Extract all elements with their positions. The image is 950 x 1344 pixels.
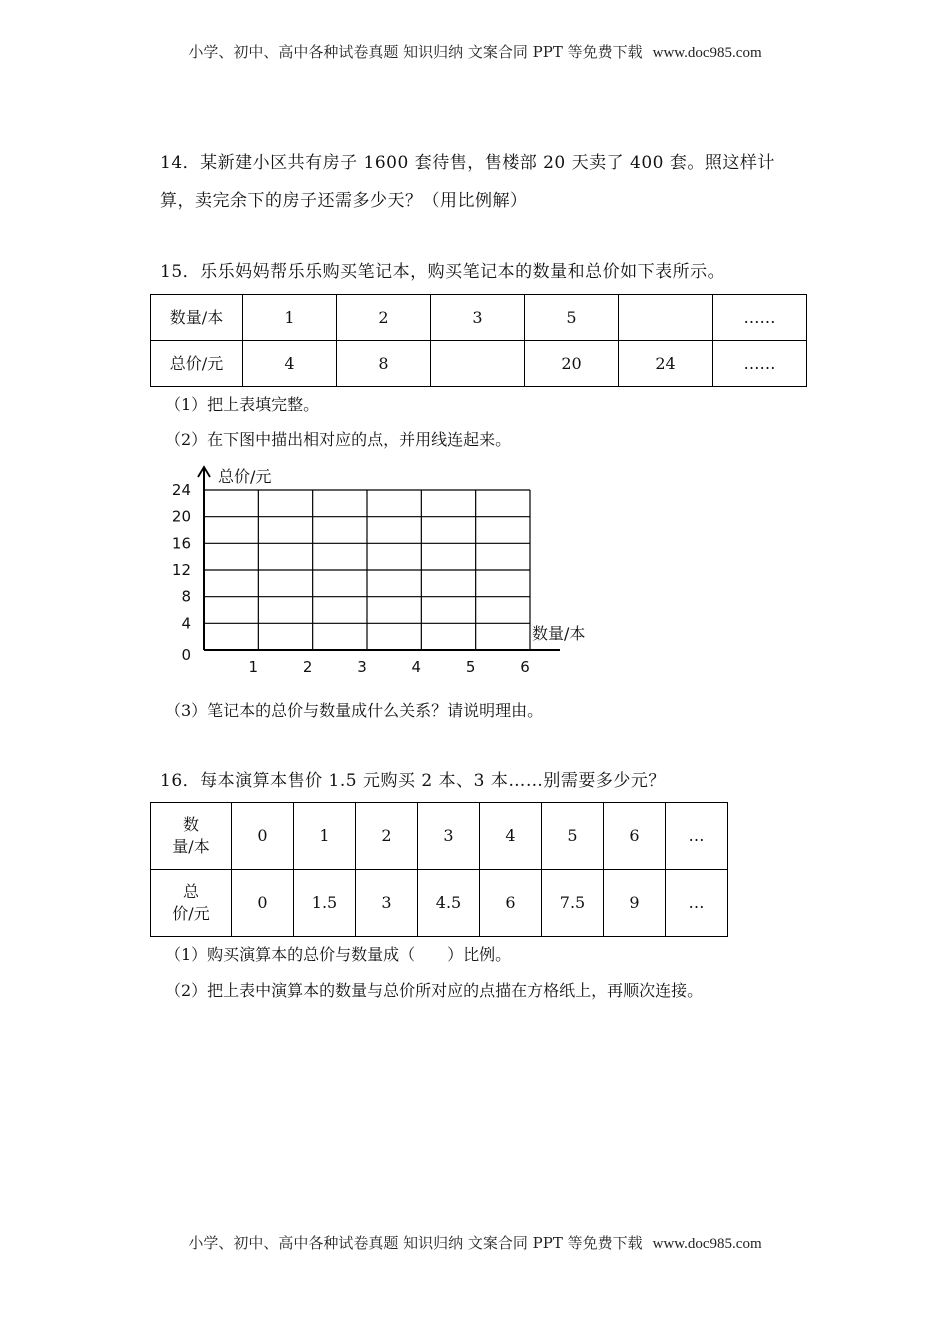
y-tick-label: 24 <box>171 481 191 499</box>
table-cell <box>619 295 713 341</box>
table-cell: 24 <box>619 341 713 387</box>
y-axis-label: 总价/元 <box>218 467 272 486</box>
y-tick-label: 0 <box>181 646 191 664</box>
x-tick-label: 4 <box>411 658 422 676</box>
row-header-line: 总 <box>182 882 199 901</box>
footer-text: 小学、初中、高中各种试卷真题 知识归纳 文案合同 PPT 等免费下载 <box>188 1234 643 1252</box>
table-cell: 5 <box>542 803 604 870</box>
table-cell: 1.5 <box>294 870 356 937</box>
table-cell: 0 <box>232 870 294 937</box>
question-16-title: 16．每本演算本售价 1.5 元购买 2 本、3 本……别需要多少元？ <box>160 771 666 791</box>
y-axis-arrow-icon <box>198 467 210 477</box>
x-tick-label: 3 <box>357 658 367 676</box>
table-row <box>151 341 807 387</box>
q16-sub1: （1）购买演算本的总价与数量成（ ）比例。 <box>165 945 512 964</box>
y-tick-label: 20 <box>171 507 191 526</box>
table-cell: 3 <box>431 295 525 341</box>
table-cell: 6 <box>480 870 542 937</box>
row-header-total: 总价/元 <box>151 341 243 387</box>
table-cell: … <box>666 870 728 937</box>
header-url[interactable]: www.doc985.com <box>652 45 762 61</box>
table-cell: 3 <box>356 870 418 937</box>
table-cell: 6 <box>604 803 666 870</box>
question-15-title: 15．乐乐妈妈帮乐乐购买笔记本，购买笔记本的数量和总价如下表所示。 <box>160 262 726 282</box>
row-header-quantity: 数量/本 <box>151 295 243 341</box>
table-cell: 4.5 <box>418 870 480 937</box>
q15-sub1: （1）把上表填完整。 <box>165 395 320 414</box>
table-cell: 20 <box>525 341 619 387</box>
q15-sub3: （3）笔记本的总价与数量成什么关系？请说明理由。 <box>165 701 544 720</box>
page-footer <box>0 1232 950 1253</box>
table-cell: 4 <box>243 341 337 387</box>
table-cell: 7.5 <box>542 870 604 937</box>
y-tick-label: 16 <box>171 534 191 553</box>
table-cell: 3 <box>418 803 480 870</box>
table-cell: 1 <box>294 803 356 870</box>
question-14 <box>160 144 800 220</box>
row-header-total <box>151 870 232 937</box>
q16-table <box>150 802 728 937</box>
table-cell: …… <box>713 295 807 341</box>
x-tick-label: 6 <box>520 658 530 676</box>
header-text: 小学、初中、高中各种试卷真题 知识归纳 文案合同 PPT 等免费下载 <box>188 43 643 61</box>
table-cell: 4 <box>480 803 542 870</box>
table-cell: 0 <box>232 803 294 870</box>
table-cell <box>431 341 525 387</box>
q16-sub2: （2）把上表中演算本的数量与总价所对应的点描在方格纸上，再顺次连接。 <box>165 981 704 1000</box>
q15-table <box>150 294 807 387</box>
table-cell: … <box>666 803 728 870</box>
row-header-line: 数 <box>182 815 199 834</box>
row-header-line: 价/元 <box>172 904 210 923</box>
x-tick-label: 1 <box>248 658 259 676</box>
q14-line1: 14．某新建小区共有房子 1600 套待售，售楼部 20 天卖了 400 套。照这样计 <box>160 153 775 173</box>
y-tick-label: 12 <box>171 561 191 579</box>
table-cell: 9 <box>604 870 666 937</box>
footer-url[interactable]: www.doc985.com <box>652 1236 762 1252</box>
table-cell: 8 <box>337 341 431 387</box>
q15-sub2: （2）在下图中描出相对应的点，并用线连起来。 <box>165 430 512 449</box>
table-cell: 1 <box>243 295 337 341</box>
table-row <box>151 803 728 870</box>
y-tick-label: 8 <box>181 587 191 606</box>
row-header-quantity <box>151 803 232 870</box>
table-row <box>151 870 728 937</box>
y-tick-label: 4 <box>181 614 191 633</box>
x-tick-label: 5 <box>465 658 476 676</box>
x-axis-label: 数量/本 <box>532 624 586 643</box>
table-cell: 2 <box>337 295 431 341</box>
x-tick-label: 2 <box>302 658 313 676</box>
table-cell: …… <box>713 341 807 387</box>
table-cell: 5 <box>525 295 619 341</box>
q14-line2: 算，卖完余下的房子还需多少天？（用比例解） <box>160 191 528 211</box>
page-header <box>0 41 950 62</box>
table-cell: 2 <box>356 803 418 870</box>
row-header-line: 量/本 <box>172 837 210 856</box>
table-row <box>151 295 807 341</box>
